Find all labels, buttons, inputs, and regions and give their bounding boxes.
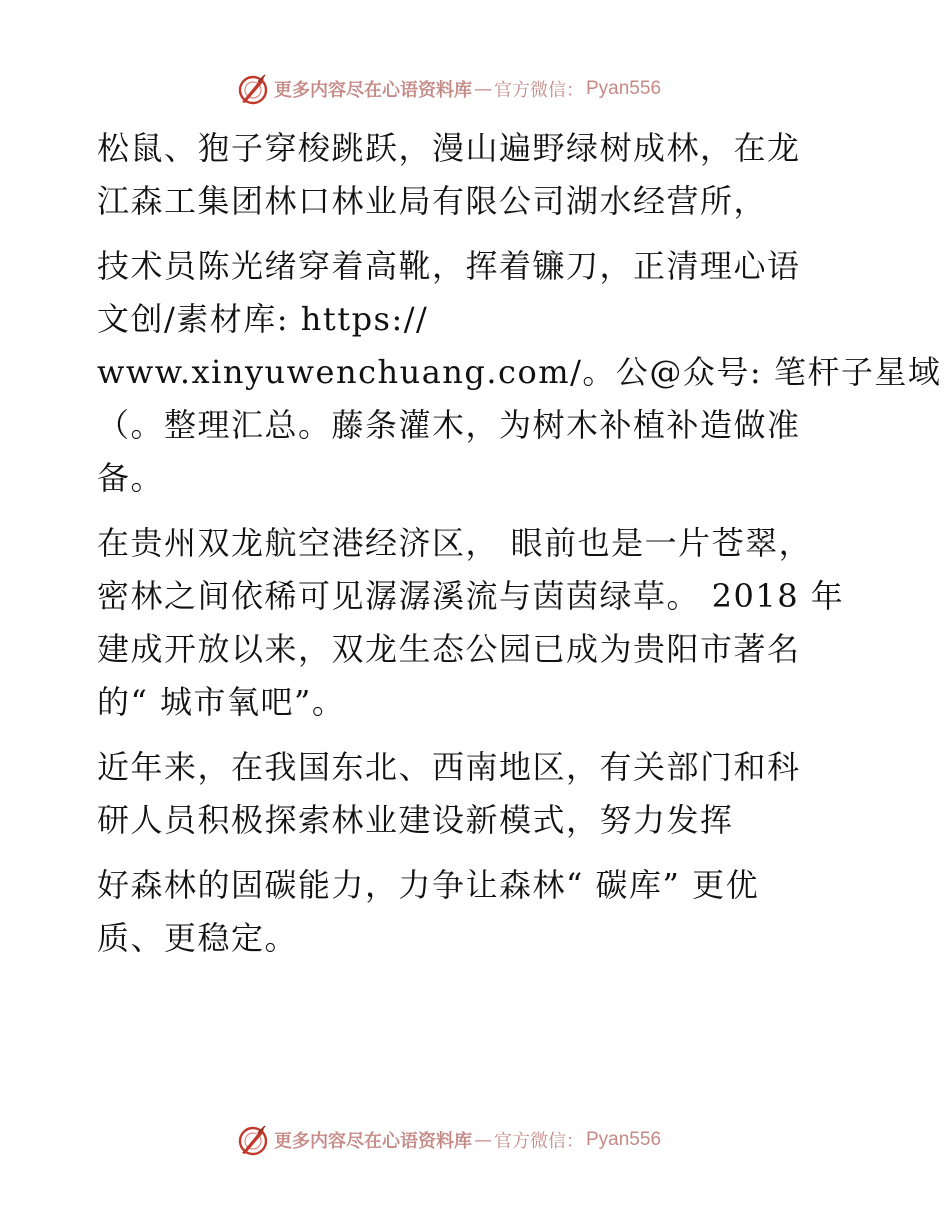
header-banner-text: 更多内容尽在心语资料库: [274, 80, 472, 101]
text-line: （。整理汇总。藤条灌木，为树木补植补造做准: [97, 406, 801, 444]
footer-wechat-id: Pyan556: [586, 1129, 662, 1150]
text-line: 技术员陈光绪穿着高靴，挥着镰刀，正清理心语: [97, 247, 801, 285]
text-line: 好森林的固碳能力，力争让森林“ 碳库” 更优: [97, 866, 760, 904]
footer-watermark-banner: [236, 1123, 661, 1157]
paragraph: [97, 240, 942, 505]
text-line: 研人员积极探索林业建设新模式，努力发挥: [97, 801, 734, 839]
paragraph: [97, 859, 857, 965]
document-body: [97, 122, 942, 965]
paragraph: [97, 122, 857, 228]
header-wechat-id: Pyan556: [586, 78, 662, 99]
text-line: 松鼠、狍子穿梭跳跃，漫山遍野绿树成林，在龙: [97, 129, 801, 167]
text-line: 近年来，在我国东北、西南地区，有关部门和科: [97, 748, 801, 786]
footer-banner-text: 更多内容尽在心语资料库: [274, 1131, 472, 1152]
quill-logo-icon: [236, 72, 270, 106]
text-line: 密林之间依稀可见潺潺溪流与茵茵绿草。 2018 年: [97, 577, 845, 615]
footer-banner-dash: —: [474, 1129, 492, 1151]
header-watermark-banner: [236, 72, 661, 106]
paragraph: [97, 741, 857, 847]
header-wechat-label: 官方微信：: [494, 80, 584, 101]
text-line: 在贵州双龙航空港经济区， 眼前也是一片苍翠，: [97, 524, 813, 562]
text-line: 建成开放以来，双龙生态公园已成为贵阳市著名: [97, 630, 801, 668]
header-banner-dash: —: [474, 78, 492, 100]
quill-logo-icon: [236, 1123, 270, 1157]
text-line: 江森工集团林口林业局有限公司湖水经营所，: [97, 182, 768, 220]
text-line: 的“ 城市氧吧”。: [97, 683, 346, 721]
text-line: 质、更稳定。: [97, 919, 299, 957]
text-line: www.xinyuwenchuang.com/。公@众号: 笔杆子星域: [97, 353, 942, 391]
paragraph: [97, 517, 857, 729]
footer-wechat-label: 官方微信：: [494, 1131, 584, 1152]
text-line: 备。: [97, 459, 165, 497]
text-line: 文创/素材库: https://: [97, 300, 429, 338]
